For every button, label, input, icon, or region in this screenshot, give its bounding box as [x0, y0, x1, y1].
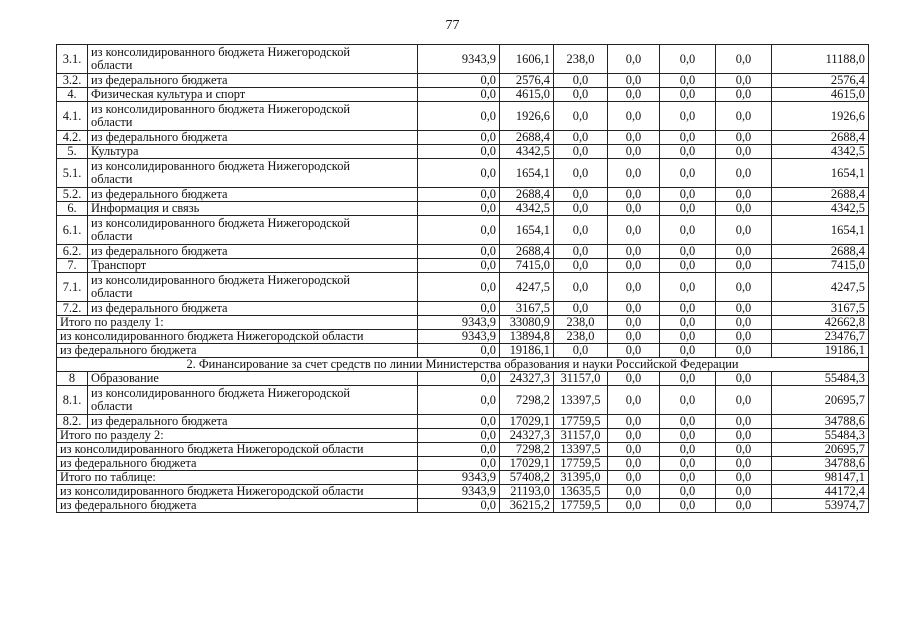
- row-label-cell: [88, 372, 418, 386]
- value-cell: 4247,5: [772, 273, 869, 302]
- value-cell: 0,0: [608, 344, 660, 358]
- value-cell: 0,0: [660, 372, 716, 386]
- row-number: 8: [57, 372, 88, 386]
- row-label: из федерального бюджета: [91, 301, 228, 315]
- value-cell: 1654,1: [500, 216, 554, 245]
- value-cell: 53974,7: [772, 499, 869, 513]
- row-label-cell: [88, 145, 418, 159]
- value-cell: 2688,4: [500, 131, 554, 145]
- value-cell: 0,0: [716, 330, 772, 344]
- total-row: [57, 429, 869, 443]
- row-label: из консолидированного бюджета Нижегородской области: [91, 386, 351, 413]
- value-cell: 17029,1: [500, 457, 554, 471]
- value-cell: 34788,6: [772, 457, 869, 471]
- value-cell: 0,0: [716, 316, 772, 330]
- row-label: из консолидированного бюджета Нижегородской области: [91, 216, 351, 243]
- value-cell: 0,0: [418, 188, 500, 202]
- value-cell: 0,0: [716, 485, 772, 499]
- value-cell: 1926,6: [500, 102, 554, 131]
- table-row: [57, 273, 869, 302]
- row-label: из федерального бюджета: [60, 498, 197, 512]
- value-cell: 24327,3: [500, 372, 554, 386]
- row-label: Культура: [91, 144, 139, 158]
- value-cell: 33080,9: [500, 316, 554, 330]
- value-cell: 0,0: [660, 386, 716, 415]
- row-label: Итого по разделу 2:: [60, 428, 164, 442]
- value-cell: 23476,7: [772, 330, 869, 344]
- value-cell: 0,0: [554, 159, 608, 188]
- value-cell: 7298,2: [500, 443, 554, 457]
- value-cell: 13635,5: [554, 485, 608, 499]
- value-cell: 13397,5: [554, 443, 608, 457]
- value-cell: 17759,5: [554, 457, 608, 471]
- row-label: из консолидированного бюджета Нижегородской области: [60, 442, 364, 456]
- value-cell: 19186,1: [500, 344, 554, 358]
- value-cell: 0,0: [716, 159, 772, 188]
- row-label-cell: [57, 457, 418, 471]
- value-cell: 0,0: [418, 259, 500, 273]
- value-cell: 2688,4: [500, 245, 554, 259]
- table-row: [57, 415, 869, 429]
- value-cell: 0,0: [660, 188, 716, 202]
- value-cell: 0,0: [554, 245, 608, 259]
- value-cell: 0,0: [608, 245, 660, 259]
- total-row: [57, 344, 869, 358]
- value-cell: 21193,0: [500, 485, 554, 499]
- row-label-cell: [57, 316, 418, 330]
- value-cell: 0,0: [418, 457, 500, 471]
- table-body: [57, 45, 869, 513]
- value-cell: 0,0: [554, 273, 608, 302]
- row-number: 7.2.: [57, 302, 88, 316]
- row-label: из консолидированного бюджета Нижегородской области: [91, 159, 351, 186]
- value-cell: 2688,4: [772, 131, 869, 145]
- total-row: [57, 316, 869, 330]
- row-label: Итого по разделу 1:: [60, 315, 164, 329]
- row-label: Физическая культура и спорт: [91, 87, 246, 101]
- value-cell: 20695,7: [772, 386, 869, 415]
- value-cell: 0,0: [418, 344, 500, 358]
- value-cell: 0,0: [716, 202, 772, 216]
- value-cell: 0,0: [716, 74, 772, 88]
- value-cell: 0,0: [418, 273, 500, 302]
- row-label-cell: [57, 344, 418, 358]
- value-cell: 0,0: [660, 259, 716, 273]
- row-label-cell: [57, 429, 418, 443]
- value-cell: 9343,9: [418, 471, 500, 485]
- row-label: из федерального бюджета: [91, 187, 228, 201]
- row-number: 8.2.: [57, 415, 88, 429]
- total-row: [57, 443, 869, 457]
- value-cell: 0,0: [716, 216, 772, 245]
- value-cell: 57408,2: [500, 471, 554, 485]
- row-number: 3.1.: [57, 45, 88, 74]
- section-title: 2. Финансирование за счет средств по линии Министерства образования и науки Российской Федерации: [57, 358, 869, 372]
- table-row: [57, 216, 869, 245]
- value-cell: 0,0: [716, 102, 772, 131]
- value-cell: 4342,5: [772, 202, 869, 216]
- table-row: [57, 145, 869, 159]
- table-row: [57, 159, 869, 188]
- row-number: 4.2.: [57, 131, 88, 145]
- row-label-cell: [88, 245, 418, 259]
- row-number: 7.1.: [57, 273, 88, 302]
- row-label-cell: [57, 443, 418, 457]
- value-cell: 0,0: [660, 316, 716, 330]
- row-number: 5.2.: [57, 188, 88, 202]
- table-row: [57, 202, 869, 216]
- value-cell: 0,0: [660, 429, 716, 443]
- value-cell: 19186,1: [772, 344, 869, 358]
- budget-table: [56, 44, 869, 513]
- value-cell: 0,0: [418, 159, 500, 188]
- value-cell: 9343,9: [418, 45, 500, 74]
- row-label-cell: [88, 216, 418, 245]
- value-cell: 0,0: [554, 145, 608, 159]
- value-cell: 0,0: [608, 273, 660, 302]
- value-cell: 0,0: [608, 372, 660, 386]
- total-row: [57, 499, 869, 513]
- value-cell: 0,0: [608, 188, 660, 202]
- value-cell: 31395,0: [554, 471, 608, 485]
- value-cell: 0,0: [716, 499, 772, 513]
- value-cell: 0,0: [554, 88, 608, 102]
- row-label: из консолидированного бюджета Нижегородской области: [91, 45, 351, 72]
- value-cell: 0,0: [660, 415, 716, 429]
- value-cell: 0,0: [660, 74, 716, 88]
- value-cell: 0,0: [716, 273, 772, 302]
- value-cell: 0,0: [418, 216, 500, 245]
- row-label: из консолидированного бюджета Нижегородской области: [91, 273, 351, 300]
- row-label-cell: [88, 188, 418, 202]
- row-number: 5.: [57, 145, 88, 159]
- value-cell: 0,0: [418, 302, 500, 316]
- value-cell: 0,0: [608, 485, 660, 499]
- value-cell: 0,0: [608, 88, 660, 102]
- row-label-cell: [88, 102, 418, 131]
- total-row: [57, 330, 869, 344]
- value-cell: 0,0: [608, 443, 660, 457]
- row-label-cell: [88, 302, 418, 316]
- row-label: из федерального бюджета: [91, 414, 228, 428]
- value-cell: 0,0: [418, 131, 500, 145]
- value-cell: 7298,2: [500, 386, 554, 415]
- value-cell: 238,0: [554, 45, 608, 74]
- value-cell: 0,0: [608, 216, 660, 245]
- value-cell: 0,0: [608, 74, 660, 88]
- value-cell: 0,0: [554, 259, 608, 273]
- page-number: 77: [445, 18, 460, 33]
- value-cell: 2688,4: [500, 188, 554, 202]
- row-label: Транспорт: [91, 258, 147, 272]
- row-label: Образование: [91, 371, 159, 385]
- value-cell: 4247,5: [500, 273, 554, 302]
- value-cell: 0,0: [608, 499, 660, 513]
- value-cell: 3167,5: [500, 302, 554, 316]
- value-cell: 11188,0: [772, 45, 869, 74]
- value-cell: 0,0: [418, 145, 500, 159]
- table-row: [57, 372, 869, 386]
- value-cell: 0,0: [608, 131, 660, 145]
- value-cell: 0,0: [660, 330, 716, 344]
- value-cell: 44172,4: [772, 485, 869, 499]
- value-cell: 0,0: [660, 471, 716, 485]
- value-cell: 0,0: [660, 499, 716, 513]
- value-cell: 4342,5: [500, 202, 554, 216]
- row-label-cell: [88, 88, 418, 102]
- row-number: 5.1.: [57, 159, 88, 188]
- value-cell: 0,0: [716, 344, 772, 358]
- row-number: 3.2.: [57, 74, 88, 88]
- row-number: 7.: [57, 259, 88, 273]
- value-cell: 0,0: [554, 102, 608, 131]
- row-label-cell: [88, 131, 418, 145]
- value-cell: 1654,1: [500, 159, 554, 188]
- value-cell: 0,0: [418, 443, 500, 457]
- value-cell: 238,0: [554, 316, 608, 330]
- value-cell: 9343,9: [418, 330, 500, 344]
- value-cell: 0,0: [608, 330, 660, 344]
- value-cell: 42662,8: [772, 316, 869, 330]
- value-cell: 0,0: [716, 372, 772, 386]
- row-label-cell: [57, 471, 418, 485]
- value-cell: 36215,2: [500, 499, 554, 513]
- value-cell: 238,0: [554, 330, 608, 344]
- row-label: Итого по таблице:: [60, 470, 156, 484]
- row-label-cell: [88, 159, 418, 188]
- value-cell: 34788,6: [772, 415, 869, 429]
- row-number: 6.2.: [57, 245, 88, 259]
- value-cell: 0,0: [608, 102, 660, 131]
- value-cell: 0,0: [660, 344, 716, 358]
- row-label-cell: [57, 330, 418, 344]
- value-cell: 1654,1: [772, 216, 869, 245]
- value-cell: 13894,8: [500, 330, 554, 344]
- value-cell: 3167,5: [772, 302, 869, 316]
- value-cell: 0,0: [418, 245, 500, 259]
- value-cell: 0,0: [418, 386, 500, 415]
- row-label-cell: [88, 74, 418, 88]
- value-cell: 0,0: [608, 159, 660, 188]
- value-cell: 0,0: [716, 471, 772, 485]
- row-number: 4.: [57, 88, 88, 102]
- value-cell: 0,0: [716, 302, 772, 316]
- value-cell: 20695,7: [772, 443, 869, 457]
- row-label-cell: [88, 386, 418, 415]
- value-cell: 0,0: [716, 386, 772, 415]
- row-label: Информация и связь: [91, 201, 200, 215]
- row-label: из федерального бюджета: [91, 73, 228, 87]
- row-label-cell: [57, 485, 418, 499]
- value-cell: 0,0: [716, 245, 772, 259]
- value-cell: 0,0: [554, 216, 608, 245]
- value-cell: 0,0: [716, 259, 772, 273]
- value-cell: 17759,5: [554, 499, 608, 513]
- value-cell: 24327,3: [500, 429, 554, 443]
- value-cell: 0,0: [608, 259, 660, 273]
- table-row: [57, 88, 869, 102]
- table-row: [57, 74, 869, 88]
- value-cell: 0,0: [716, 429, 772, 443]
- row-label-cell: [88, 415, 418, 429]
- row-label: из федерального бюджета: [91, 244, 228, 258]
- table-row: [57, 102, 869, 131]
- row-label-cell: [57, 499, 418, 513]
- value-cell: 0,0: [660, 273, 716, 302]
- value-cell: 0,0: [608, 415, 660, 429]
- row-number: 6.: [57, 202, 88, 216]
- table-row: [57, 386, 869, 415]
- value-cell: 17029,1: [500, 415, 554, 429]
- value-cell: 0,0: [716, 88, 772, 102]
- value-cell: 1606,1: [500, 45, 554, 74]
- value-cell: 31157,0: [554, 429, 608, 443]
- value-cell: 0,0: [418, 74, 500, 88]
- row-label-cell: [88, 202, 418, 216]
- value-cell: 0,0: [418, 415, 500, 429]
- total-row: [57, 457, 869, 471]
- table-row: [57, 245, 869, 259]
- value-cell: 0,0: [716, 415, 772, 429]
- value-cell: 0,0: [660, 216, 716, 245]
- value-cell: 0,0: [418, 102, 500, 131]
- value-cell: 9343,9: [418, 485, 500, 499]
- value-cell: 0,0: [660, 202, 716, 216]
- total-row: [57, 485, 869, 499]
- table-row: [57, 259, 869, 273]
- value-cell: 0,0: [554, 344, 608, 358]
- row-label-cell: [88, 259, 418, 273]
- value-cell: 2688,4: [772, 245, 869, 259]
- value-cell: 0,0: [554, 131, 608, 145]
- row-label: из консолидированного бюджета Нижегородской области: [60, 329, 364, 343]
- value-cell: 0,0: [608, 386, 660, 415]
- value-cell: 0,0: [716, 457, 772, 471]
- row-number: 8.1.: [57, 386, 88, 415]
- row-label: из консолидированного бюджета Нижегородской области: [91, 102, 351, 129]
- value-cell: 1926,6: [772, 102, 869, 131]
- value-cell: 0,0: [716, 131, 772, 145]
- value-cell: 0,0: [418, 202, 500, 216]
- value-cell: 0,0: [660, 45, 716, 74]
- row-label-cell: [88, 273, 418, 302]
- value-cell: 0,0: [554, 202, 608, 216]
- value-cell: 0,0: [660, 88, 716, 102]
- row-label: из федерального бюджета: [91, 130, 228, 144]
- value-cell: 31157,0: [554, 372, 608, 386]
- value-cell: 2688,4: [772, 188, 869, 202]
- value-cell: 4615,0: [772, 88, 869, 102]
- value-cell: 17759,5: [554, 415, 608, 429]
- value-cell: 0,0: [608, 471, 660, 485]
- value-cell: 0,0: [608, 45, 660, 74]
- table-row: [57, 188, 869, 202]
- value-cell: 0,0: [608, 457, 660, 471]
- value-cell: 9343,9: [418, 316, 500, 330]
- row-label-cell: [88, 45, 418, 74]
- value-cell: 0,0: [608, 202, 660, 216]
- value-cell: 0,0: [716, 145, 772, 159]
- value-cell: 0,0: [608, 302, 660, 316]
- table-row: [57, 131, 869, 145]
- value-cell: 4615,0: [500, 88, 554, 102]
- total-row: [57, 471, 869, 485]
- value-cell: 0,0: [716, 188, 772, 202]
- value-cell: 0,0: [660, 485, 716, 499]
- value-cell: 2576,4: [772, 74, 869, 88]
- value-cell: 4342,5: [500, 145, 554, 159]
- row-number: 6.1.: [57, 216, 88, 245]
- value-cell: 0,0: [554, 302, 608, 316]
- value-cell: 0,0: [554, 188, 608, 202]
- value-cell: 0,0: [608, 145, 660, 159]
- table-row: [57, 302, 869, 316]
- section-header-row: [57, 358, 869, 372]
- value-cell: 13397,5: [554, 386, 608, 415]
- value-cell: 7415,0: [772, 259, 869, 273]
- value-cell: 0,0: [608, 316, 660, 330]
- value-cell: 0,0: [660, 457, 716, 471]
- row-number: 4.1.: [57, 102, 88, 131]
- value-cell: 0,0: [660, 145, 716, 159]
- value-cell: 0,0: [660, 159, 716, 188]
- value-cell: 0,0: [418, 429, 500, 443]
- value-cell: 0,0: [660, 131, 716, 145]
- value-cell: 0,0: [418, 499, 500, 513]
- value-cell: 0,0: [418, 88, 500, 102]
- value-cell: 0,0: [716, 443, 772, 457]
- value-cell: 0,0: [660, 102, 716, 131]
- value-cell: 0,0: [660, 245, 716, 259]
- value-cell: 0,0: [554, 74, 608, 88]
- value-cell: 55484,3: [772, 372, 869, 386]
- value-cell: 2576,4: [500, 74, 554, 88]
- value-cell: 0,0: [660, 443, 716, 457]
- value-cell: 0,0: [716, 45, 772, 74]
- value-cell: 0,0: [660, 302, 716, 316]
- value-cell: 1654,1: [772, 159, 869, 188]
- table-row: [57, 45, 869, 74]
- value-cell: 0,0: [608, 429, 660, 443]
- value-cell: 4342,5: [772, 145, 869, 159]
- value-cell: 55484,3: [772, 429, 869, 443]
- value-cell: 7415,0: [500, 259, 554, 273]
- value-cell: 98147,1: [772, 471, 869, 485]
- row-label: из консолидированного бюджета Нижегородской области: [60, 484, 364, 498]
- value-cell: 0,0: [418, 372, 500, 386]
- row-label: из федерального бюджета: [60, 456, 197, 470]
- row-label: из федерального бюджета: [60, 343, 197, 357]
